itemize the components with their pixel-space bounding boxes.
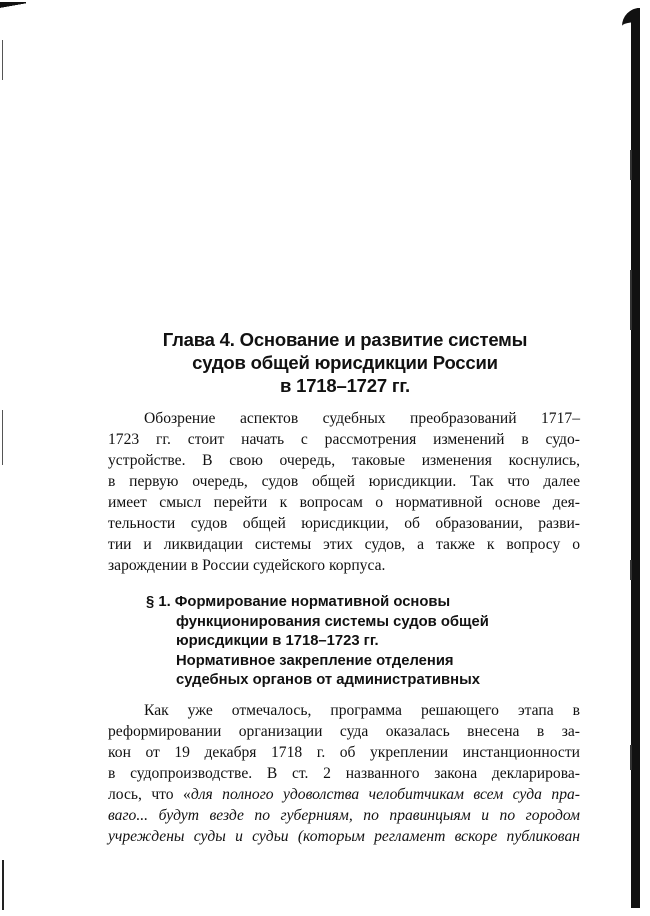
text-line: имеет смысл перейти к вопросам о нормативной основе дея-: [108, 494, 580, 511]
text-line: устройстве. В свою очередь, таковые изменения коснулись,: [108, 452, 580, 469]
section-heading-line: функционирования системы судов общей: [176, 613, 489, 630]
section-heading-line: юрисдикции в 1718–1723 гг.: [176, 633, 379, 650]
text-line: кон от 19 декабря 1718 г. об укреплении инстанционности: [108, 744, 580, 761]
chapter-title-line: судов общей юрисдикции России: [192, 352, 498, 373]
chapter-title-line: в 1718–1727 гг.: [280, 375, 410, 396]
section-heading-line: судебных органов от административных: [176, 672, 480, 689]
scan-left-edge: [2, 860, 4, 910]
quote-text: для полного удоволства челобитчикам всем суда пра-: [190, 786, 580, 803]
section-paragraph: [108, 700, 580, 847]
text-line: Как уже отмечалось, программа решающего этапа в: [144, 702, 580, 719]
scan-speck: [630, 150, 632, 180]
scan-left-edge: [2, 40, 3, 80]
text-line: Обозрение аспектов судебных преобразований 1717–: [144, 410, 580, 427]
text-line: 1723 гг. стоит начать с рассмотрения изменений в судо-: [108, 431, 580, 448]
scan-speck: [630, 745, 632, 770]
intro-paragraph: [108, 408, 580, 576]
text-line: тельности судов общей юрисдикции, об образовании, разви-: [108, 515, 580, 532]
text-line: в судопроизводстве. В ст. 2 названного закона декларирова-: [108, 765, 580, 782]
section-heading: [146, 593, 566, 691]
chapter-title: [120, 328, 570, 397]
text-plain: лось, что «: [108, 786, 191, 803]
text-line: реформировании организации суда оказалась внесена в за-: [108, 723, 580, 740]
scan-corner-mark: [0, 2, 26, 12]
scan-speck: [630, 560, 632, 580]
text-line: тии и ликвидации системы этих судов, а также к вопросу о: [108, 536, 580, 553]
section-heading-line: Нормативное закрепление отделения: [176, 652, 454, 669]
section-heading-line: § 1. Формирование нормативной основы: [146, 594, 451, 610]
scan-left-edge: [2, 410, 3, 465]
chapter-title-line: Глава 4. Основание и развитие системы: [162, 329, 528, 350]
quote-line: учреждены суды и судьи (которым регламент вскоре публикован: [108, 828, 580, 845]
scan-speck: [630, 270, 632, 330]
quote-line: ваго... будут везде по губерниям, по правинцыям и по городом: [108, 807, 580, 824]
text-line: зарождении в России судейского корпуса.: [108, 557, 386, 574]
scan-right-border: [622, 8, 640, 908]
text-line: [108, 784, 580, 805]
text-line: в первую очередь, судов общей юрисдикции. Так что далее: [108, 473, 580, 490]
